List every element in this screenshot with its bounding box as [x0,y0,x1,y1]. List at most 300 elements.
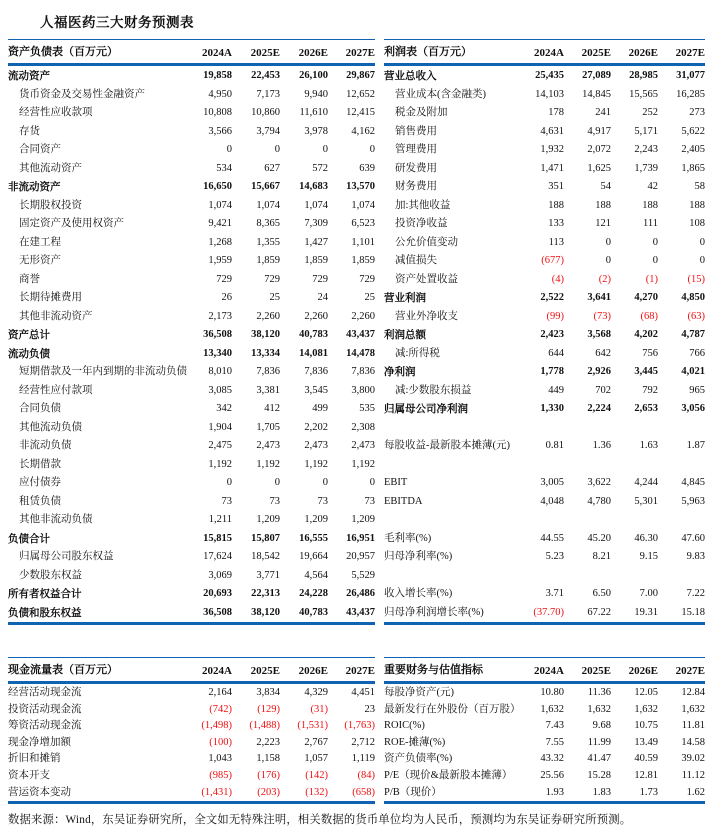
table-row [8,67,375,86]
cell-value: (1) [645,273,658,285]
table-row [8,419,375,438]
row-label: 其他非流动资产 [19,310,93,322]
cell-value: 2,473 [304,440,328,451]
cell-value: 1,057 [304,753,328,765]
cash-flow-table [8,657,375,804]
cell-value: 535 [359,403,375,414]
cell-value: 7.55 [545,736,564,748]
cell-value: 38,120 [251,606,280,618]
row-label: 每股收益-最新股本摊薄(元) [384,440,510,451]
cell-value: 1,705 [256,421,280,433]
cell-value [611,456,658,475]
cell-value: (1,498) [201,720,232,732]
table-row [8,474,375,493]
cell-value: 5,529 [351,569,375,581]
row-label [384,567,518,586]
cell-value: 1.62 [686,786,705,798]
cell-value: 10.80 [540,687,564,698]
cell-value: 1,632 [681,703,705,715]
cell-value: 4,950 [208,88,232,100]
cell-value: 5.23 [545,551,564,562]
table-row [384,86,705,105]
cell-value: 188 [642,199,658,211]
cell-value: 766 [689,347,705,359]
cell-value: 13,334 [251,347,280,359]
cell-value: (142) [305,769,328,781]
table-title: 重要财务与估值指标 [384,664,483,676]
cell-value: 2,423 [540,329,564,340]
table-row [8,735,375,752]
cell-value: 14,081 [299,347,328,359]
table-header-row [8,39,375,66]
cell-value: 3,978 [304,125,328,137]
table-row [8,308,375,327]
cell-value: 28,985 [629,70,658,81]
table-row [8,585,375,604]
row-label [384,456,518,475]
cell-value: 241 [595,107,611,118]
cell-value: 252 [642,107,658,118]
cell-value: 26 [221,292,232,303]
row-label: 资产总计 [8,329,50,341]
table-row [8,437,375,456]
cell-value: 8.21 [592,551,611,562]
cell-value: (176) [257,769,280,781]
cell-value: (1,531) [297,720,328,732]
row-label: 在建工程 [19,236,61,248]
cell-value: 1,859 [256,255,280,266]
cell-value: (985) [209,769,232,781]
cell-value: (1,763) [344,720,375,732]
cell-value: 7,836 [351,366,375,377]
cell-value: 3,834 [256,687,280,698]
row-label: 长期借款 [19,458,61,470]
year-header: 2024A [534,47,564,59]
cell-value: 7.00 [639,588,658,599]
row-label: 流动负债 [8,347,50,360]
cell-value: 108 [689,218,705,229]
table-row [8,363,375,382]
cell-value: 12.05 [634,687,658,698]
cell-value: 73 [221,495,232,507]
cell-value: (677) [541,255,564,266]
row-label: 短期借款及一年内到期的非流动负债 [19,366,187,377]
row-label: 公允价值变动 [395,236,458,248]
cell-value: 4,048 [540,495,564,507]
cell-value: 6,523 [351,218,375,229]
cell-value: 73 [317,495,328,507]
row-label: 最新发行在外股份（百万股） [384,703,521,715]
cell-value: 14,103 [535,88,564,100]
cell-value: (129) [257,703,280,715]
cell-value: 0 [369,477,375,488]
cell-value: 22,453 [251,70,280,81]
cell-value: 15,815 [203,532,232,544]
cell-value: 2,243 [634,144,658,155]
cell-value: 7,836 [256,366,280,377]
cell-value: 0 [274,144,280,155]
cell-value: 965 [689,384,705,396]
cell-value: 1,865 [681,162,705,174]
year-header: 2025E [581,47,611,59]
cell-value: 3,381 [256,384,280,396]
cell-value: 47.60 [681,532,705,544]
row-label: 经营活动现金流 [8,687,82,698]
table-row [384,289,705,308]
row-label: P/B（现价） [384,786,442,798]
year-header: 2024A [534,665,564,677]
cell-value: 3,800 [351,384,375,396]
cell-value: 41.47 [587,753,611,765]
table-row [384,493,705,512]
table-row [384,400,705,419]
cell-value: 1,355 [256,236,280,248]
cell-value: (4) [551,273,564,285]
cell-value: 15,667 [251,181,280,192]
row-label: 负债和股东权益 [8,606,82,619]
cell-value: 0 [605,236,611,248]
cell-value: 2,164 [208,687,232,698]
table-header-row [384,657,705,684]
row-label: 毛利率(%) [384,532,432,544]
cell-value: 12.81 [634,769,658,781]
row-label: 折旧和摊销 [8,753,61,765]
table-row [8,768,375,785]
cell-value [518,511,564,530]
row-label: 财务费用 [395,181,437,192]
cell-value: 25.56 [540,769,564,781]
cell-value: 11.36 [587,687,611,698]
cell-value: 45.20 [587,532,611,544]
cell-value: (132) [305,786,328,798]
cell-value: 27,089 [582,70,611,81]
cell-value: 31,077 [676,70,705,81]
cell-value: 3,622 [587,477,611,488]
table-row [8,345,375,364]
row-label: 归属母公司股东权益 [19,551,114,562]
table-header-row [8,657,375,684]
cell-value: (1,488) [249,720,280,732]
row-label: 长期待摊费用 [19,292,82,303]
row-label: 资产处置收益 [395,273,458,285]
table-row [8,511,375,530]
table-body [384,66,705,622]
cell-value: 19.31 [634,606,658,618]
cell-value: 627 [264,162,280,174]
cell-value: 3,771 [256,569,280,581]
balance-sheet-table [8,39,375,625]
cell-value: 7,173 [256,88,280,100]
cell-value: 0 [652,255,658,266]
cell-value: 1,074 [304,199,328,211]
cell-value: 23 [364,703,375,715]
cell-value: 1,904 [208,421,232,433]
cell-value: 1.63 [639,440,658,451]
row-label: 筹资活动现金流 [8,720,82,732]
cell-value: 1,101 [351,236,375,248]
row-label: 合同资产 [19,144,61,155]
table-row [384,67,705,86]
cell-value: 5,622 [681,125,705,137]
cell-value: 20,693 [203,588,232,599]
cell-value: 26,486 [346,588,375,599]
cell-value: 3,794 [256,125,280,137]
cell-value: 38,120 [251,329,280,340]
cell-value: 9.68 [592,720,611,732]
cell-value: 2,224 [587,403,611,414]
cell-value: 1,778 [540,366,564,377]
cell-value: 1,211 [208,514,232,525]
table-row [8,567,375,586]
cell-value: 1,209 [304,514,328,525]
row-label: 归母净利润增长率(%) [384,606,484,618]
cell-value: 1,192 [304,458,328,470]
table-title: 资产负债表（百万元） [8,46,118,58]
table-row [8,326,375,345]
cell-value: 0.81 [545,440,564,451]
cell-value: 1,192 [256,458,280,470]
row-label [384,419,518,438]
cell-value: 12,652 [346,88,375,100]
row-label: 营业总收入 [384,70,437,82]
cell-value: 40,783 [299,606,328,618]
row-label: 减值损失 [395,255,437,266]
table-row [384,345,705,364]
cell-value: 3,085 [208,384,232,396]
row-label: 其他非流动负债 [19,514,93,525]
cell-value [518,456,564,475]
cell-value: 2,473 [351,440,375,451]
table-row [384,585,705,604]
cell-value: 729 [264,273,280,285]
cell-value: (2) [598,273,611,285]
cell-value: 16,951 [346,532,375,544]
cell-value: 19,858 [203,70,232,81]
cell-value: 7,309 [304,218,328,229]
cell-value: 9.83 [686,551,705,562]
table-row [384,197,705,216]
table-row [384,511,705,530]
cell-value: 16,285 [676,88,705,100]
cell-value: 113 [548,236,564,248]
cell-value: 3,445 [634,366,658,377]
cell-value: 9,421 [208,218,232,229]
cell-value: (68) [640,310,658,322]
cell-value: 351 [548,181,564,192]
table-row [384,178,705,197]
row-label: 货币资金及交易性金融资产 [19,88,145,100]
cell-value: 11.81 [681,720,705,732]
table-row [8,178,375,197]
cell-value: 2,260 [351,310,375,322]
cell-value: 67.22 [587,606,611,618]
cell-value: 1.73 [639,786,658,798]
cell-value: 16,555 [299,532,328,544]
cell-value [658,456,705,475]
cell-value: 36,508 [203,329,232,340]
cell-value: 9,940 [304,88,328,100]
cell-value: 6.50 [592,588,611,599]
row-label: 投资净收益 [395,218,448,229]
cell-value: 1,859 [304,255,328,266]
table-row [384,160,705,179]
table-header-row [384,39,705,66]
cell-value: 1,268 [208,236,232,248]
cell-value: 1,209 [351,514,375,525]
source-footnote: 数据来源：Wind，东吴证券研究所，全文如无特殊注明，相关数据的货币单位均为人民币，预测均为东吴证券研究所预测。 [8,814,632,827]
cell-value: 756 [642,347,658,359]
cell-value: 729 [312,273,328,285]
cell-value [658,419,705,438]
cell-value: 58 [694,181,705,192]
cell-value: 7,836 [304,366,328,377]
cell-value: 54 [600,181,611,192]
cell-value: 1,158 [256,753,280,765]
row-label: 经营性应收款项 [19,107,93,118]
cell-value: 1,074 [208,199,232,211]
cell-value: (31) [310,703,328,715]
row-label: 存货 [19,125,40,137]
table-row [384,718,705,735]
cell-value: 29,867 [346,70,375,81]
cell-value: 1,192 [208,458,232,470]
table-row [8,141,375,160]
cell-value: 3,545 [304,384,328,396]
cell-value: 1,043 [208,753,232,765]
cell-value: 9.15 [639,551,658,562]
row-label: 减:少数股东损益 [395,384,472,396]
row-label: 营业外净收支 [395,310,458,322]
cell-value: 1,932 [540,144,564,155]
table-row [8,400,375,419]
cell-value [564,419,611,438]
cell-value [611,567,658,586]
row-label: 资产负债率(%) [384,753,453,765]
cell-value: 44.55 [540,532,564,544]
cell-value: 3,069 [208,569,232,581]
cell-value: (99) [546,310,564,322]
row-label: 租赁负债 [19,495,61,507]
cell-value: 19,664 [299,551,328,562]
cell-value: 36,508 [203,606,232,618]
cell-value: 499 [312,403,328,414]
row-label: 非流动负债 [19,440,72,451]
cell-value: 1,119 [351,753,375,765]
cell-value: 2,202 [304,421,328,433]
cell-value: 0 [322,477,328,488]
table-title: 利润表（百万元） [384,46,472,58]
cell-value: 25,435 [535,70,564,81]
cell-value: 2,475 [208,440,232,451]
cell-value: 1,632 [587,703,611,715]
cell-value: 1.36 [592,440,611,451]
table-row [8,382,375,401]
row-label: 应付债券 [19,477,61,488]
cell-value: 0 [369,144,375,155]
cell-value: 2,405 [681,144,705,155]
cell-value: 24,228 [299,588,328,599]
cell-value: (742) [209,703,232,715]
cell-value: 2,522 [540,292,564,303]
cell-value: (100) [209,736,232,748]
cell-value: 14,478 [346,347,375,359]
cell-value: 4,787 [681,329,705,340]
table-row [8,234,375,253]
cell-value: 14,683 [299,181,328,192]
row-label: 加:其他收益 [395,199,451,211]
table-row [384,768,705,785]
cell-value: 3,005 [540,477,564,488]
cell-value: 639 [359,162,375,174]
cell-value: 2,926 [587,366,611,377]
year-header: 2025E [250,665,280,677]
row-label: 非流动资产 [8,181,61,193]
cell-value: 0 [274,477,280,488]
row-label: 归属母公司净利润 [384,403,468,415]
cell-value: 43,437 [346,329,375,340]
cell-value: 0 [226,144,232,155]
cell-value: 46.30 [634,532,658,544]
cell-value: 7.22 [686,588,705,599]
year-header: 2027E [345,665,375,677]
row-label: ROE-摊薄(%) [384,736,446,748]
table-row [384,363,705,382]
cell-value: 3,641 [587,292,611,303]
cell-value: (37.70) [533,606,564,618]
table-row [8,289,375,308]
table-row [384,104,705,123]
income-statement-table [384,39,705,625]
cell-value: 178 [548,107,564,118]
table-row [384,382,705,401]
year-header: 2026E [628,665,658,677]
cell-value: 11.99 [587,736,611,748]
cell-value: 2,712 [351,736,375,748]
cell-value: 188 [595,199,611,211]
cell-value: 13,570 [346,181,375,192]
row-label: 销售费用 [395,125,437,137]
cell-value: 15.28 [587,769,611,781]
row-label [384,511,518,530]
cell-value: 25 [269,292,280,303]
cell-value: 1,192 [351,458,375,470]
cell-value: 792 [642,384,658,396]
cell-value: 0 [652,236,658,248]
cell-value: 15,565 [629,88,658,100]
table-row [8,123,375,142]
cell-value: 644 [548,347,564,359]
tables-grid [0,39,711,804]
cell-value: 2,072 [587,144,611,155]
cell-value: 729 [359,273,375,285]
table-body [8,684,375,801]
cell-value: 449 [548,384,564,396]
cell-value: 1.83 [592,786,611,798]
cell-value [658,511,705,530]
cell-value: (84) [357,769,375,781]
cell-value [564,456,611,475]
table-row [384,567,705,586]
cell-value: 14.58 [681,736,705,748]
cell-value: 572 [312,162,328,174]
row-label: EBITDA [384,495,423,507]
cell-value: 39.02 [681,753,705,765]
row-label: 营业成本(含金融类) [395,88,486,100]
row-label: 负债合计 [8,532,50,545]
table-row [8,252,375,271]
table-row [384,123,705,142]
year-header: 2024A [202,665,232,677]
